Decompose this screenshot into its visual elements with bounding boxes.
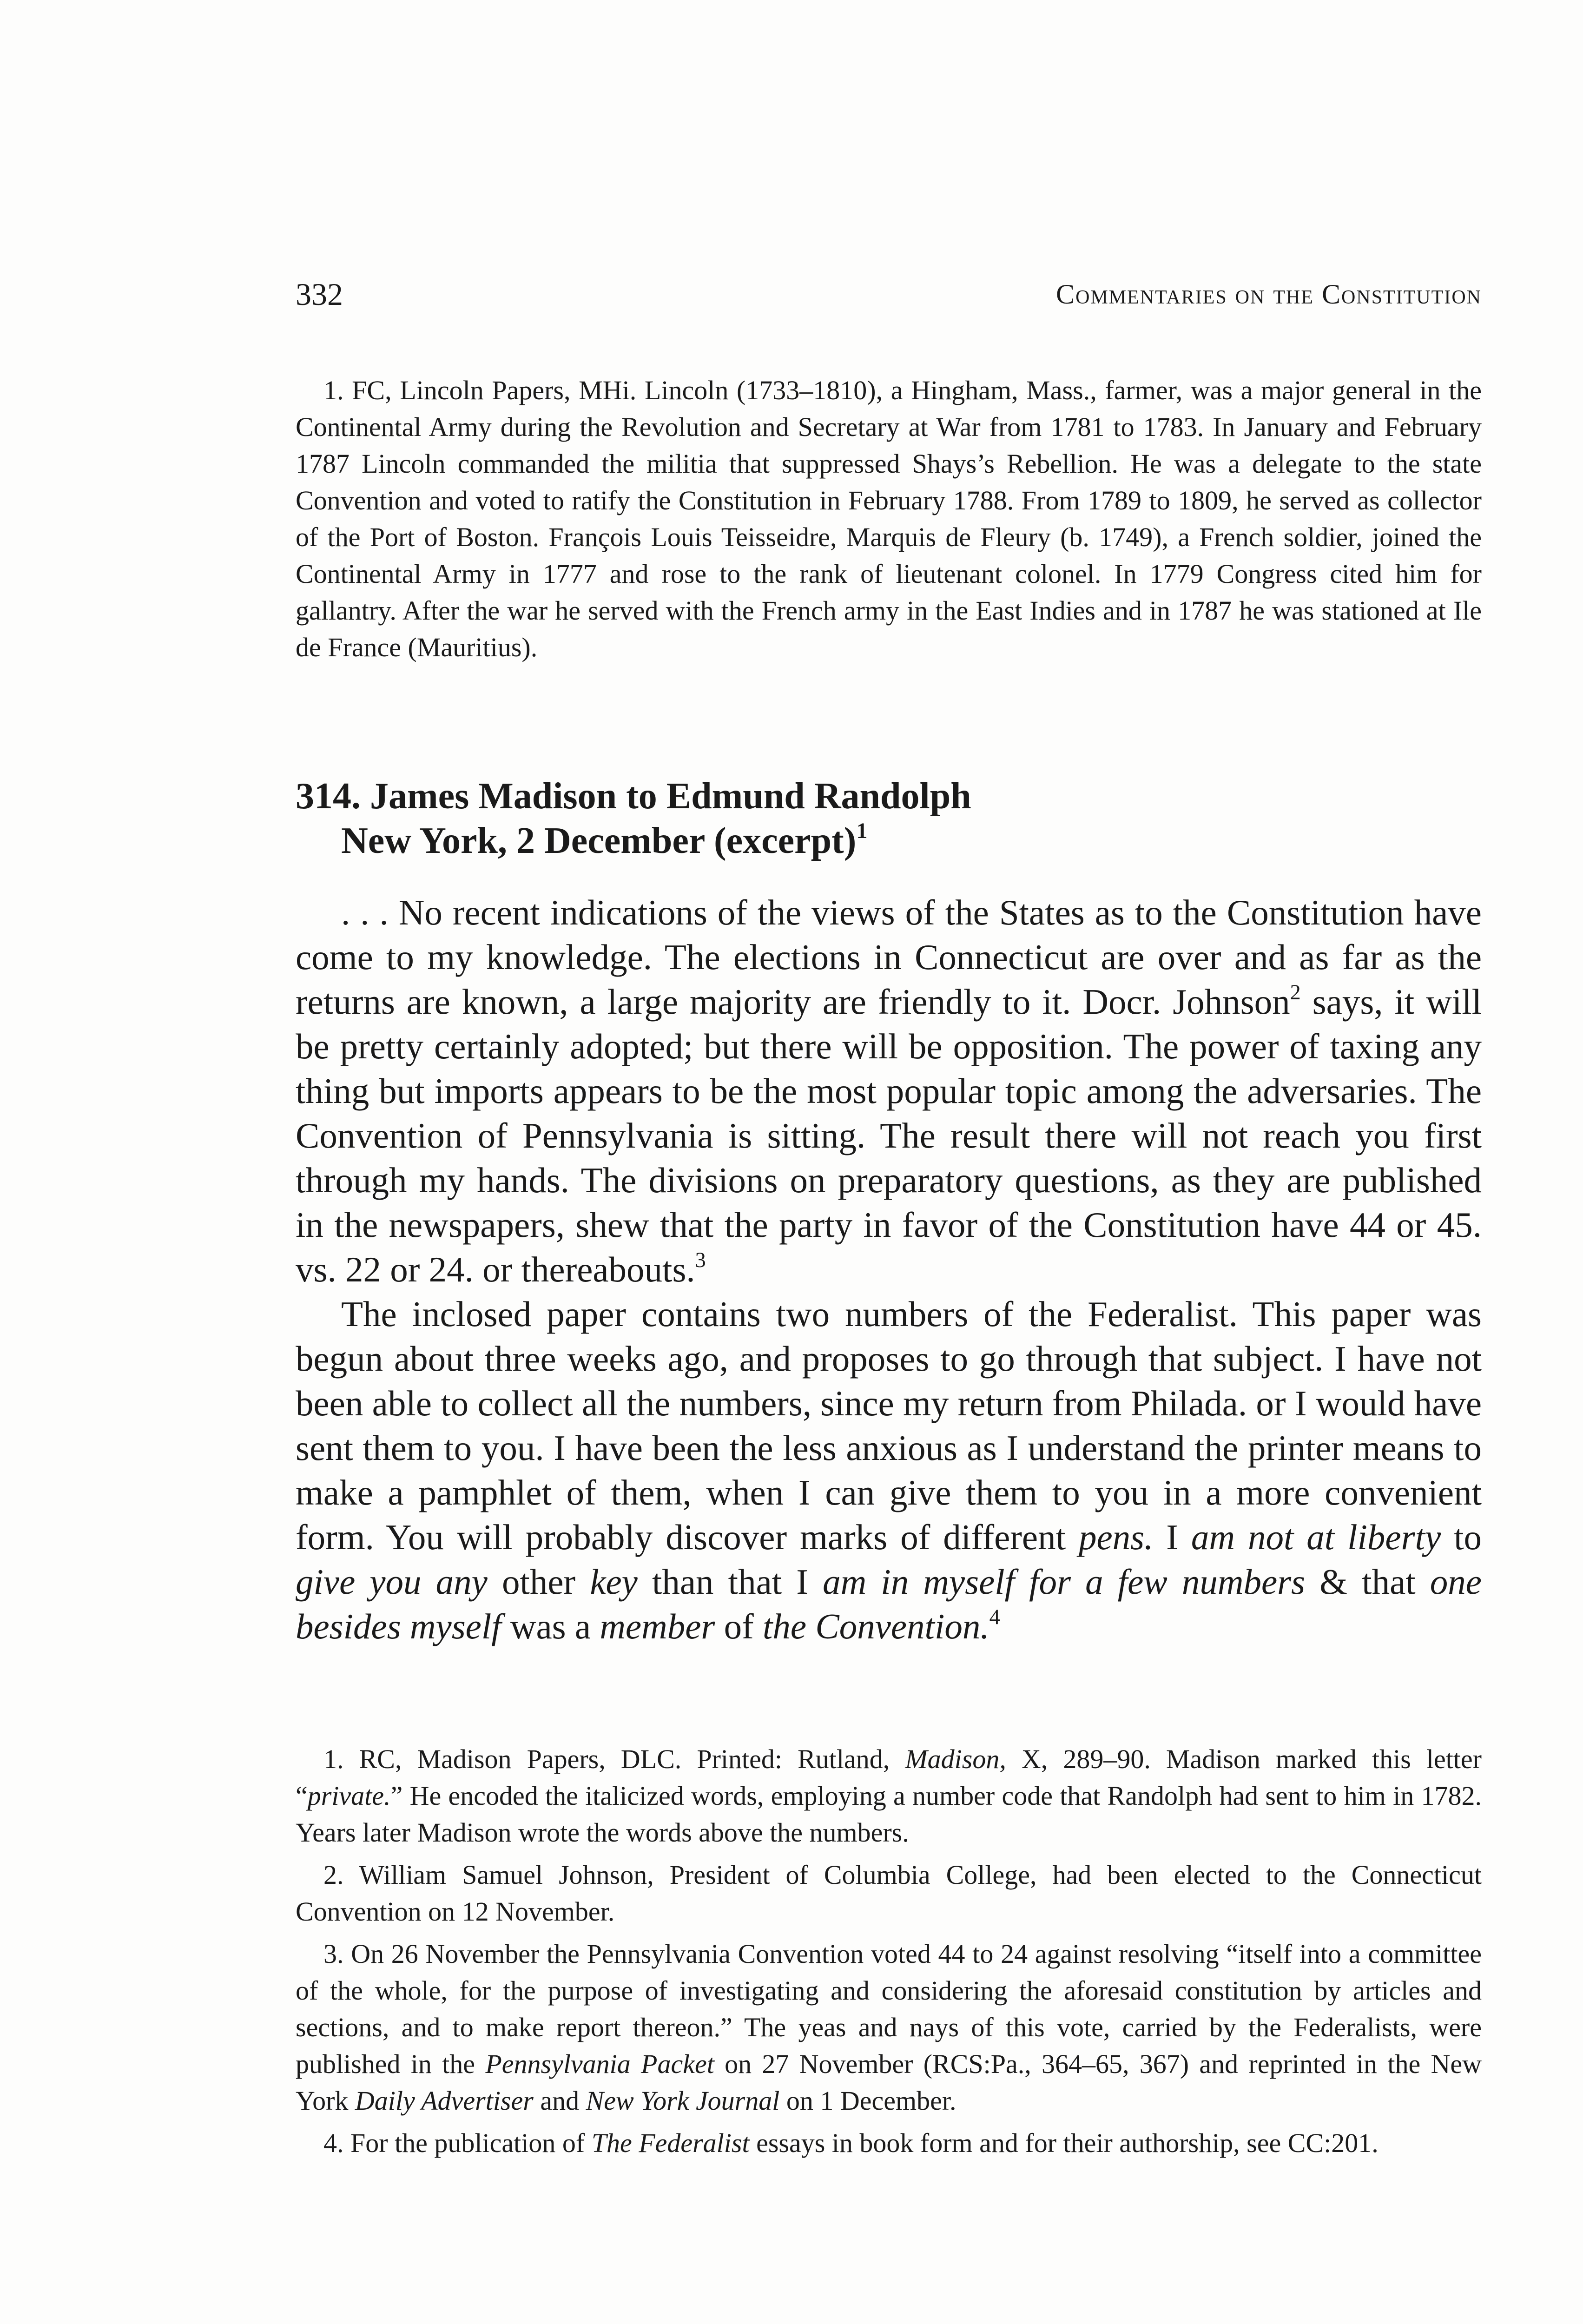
encoded-text: one besides myself <box>296 1562 1482 1646</box>
text-run: other <box>487 1562 590 1602</box>
body-paragraph-2 <box>296 1292 1482 1649</box>
text-run: on 1 December. <box>779 2086 956 2116</box>
text-run: to <box>1441 1517 1482 1557</box>
text-run: The inclosed paper contains two numbers of the Federalist. This paper was begun about three weeks ago, and proposes to go through that subject. I have not been able to collect all the numbers, since my return from Philada. or I would have sent them to you. I have been the less anxious as I understand the printer means to make a pamphlet of them, when I can give them to you in a more convenient form. You will probably discover marks of different <box>296 1294 1482 1557</box>
document-title: 314. James Madison to Edmund Randolph <box>296 776 971 817</box>
note-paragraph: 1. FC, Lincoln Papers, MHi. Lincoln (1733–1810), a Hingham, Mass., farmer, was a major general in the Continental Army during the Revolution and Secretary at War from 1781 to 1783. In January and February 1787 Lincoln commanded the militia that suppressed Shays’s Rebellion. He was a delegate to the state Convention and voted to ratify the Constitution in February 1788. From 1789 to 1809, he served as collector of the Port of Boston. François Louis Teisseidre, Marquis de Fleury (b. 1749), a French soldier, joined the Continental Army in 1777 and rose to the rank of lieutenant colonel. In 1779 Congress cited him for gallantry. After the war he served with the French army in the East Indies and in 1787 he was stationed at Ile de France (Mauritius). <box>296 375 1482 662</box>
text-run: 3. On 26 November the Pennsylvania Convention voted 44 to 24 against resolving “itself into a committee of the whole, for the purpose of investigating and considering the aforesaid constitution by articles and sections, and to make report thereon.” The yeas and nays of this vote, carried by the Federalists, were published in the <box>296 1939 1482 2079</box>
text-run: of <box>715 1606 763 1646</box>
dateline-text: New York, 2 December (excerpt) <box>341 820 857 861</box>
page-number: 332 <box>296 277 343 312</box>
text-run: says, it will be pretty certainly adopted; but there will be opposition. The power of taxing any thing but imports appears to be the most popular topic among the adversaries. The Convention of Pennsylvania is sitting. The result there will not reach you first through my hands. The divisions on preparatory questions, as they are published in the newspapers, shew that the party in favor of the Constitution have 44 or 45. vs. 22 or 24. or thereabouts. <box>296 982 1482 1289</box>
note-1 <box>296 1741 1482 1851</box>
document-heading <box>296 774 1482 863</box>
italic-title: The Federalist <box>591 2128 750 2158</box>
text-run: ” He encoded the italicized words, employing a number code that Randolph had sent to him in 1782. Years later Madison wrote the words above the numbers. <box>296 1781 1482 1848</box>
text-run: and <box>533 2086 586 2116</box>
note-4 <box>296 2125 1482 2161</box>
running-head <box>296 273 1482 315</box>
body-paragraph-1 <box>296 890 1482 1292</box>
text-run: essays in book form and for their authorship, see CC:201. <box>749 2128 1379 2158</box>
encoded-text: pens. <box>1078 1517 1154 1557</box>
footnote-ref: 2 <box>1290 980 1301 1004</box>
document-notes <box>296 1741 1482 2167</box>
footnote-ref: 4 <box>989 1604 1000 1629</box>
encoded-text: am in myself for a few numbers <box>823 1562 1306 1602</box>
italic-title: Madison, <box>905 1744 1006 1774</box>
letter-body <box>296 890 1482 1649</box>
italic-title: Daily Advertiser <box>355 2086 534 2116</box>
italic-word: private. <box>307 1781 391 1811</box>
text-run: than that I <box>637 1562 823 1602</box>
previous-document-notes <box>296 372 1482 671</box>
text-run: 1. RC, Madison Papers, DLC. Printed: Rutland, <box>323 1744 905 1774</box>
footnote-ref: 3 <box>695 1248 706 1272</box>
encoded-text: the Convention. <box>763 1606 989 1646</box>
encoded-text: key <box>590 1562 638 1602</box>
text-run: X, 289–90. Madison marked this letter “ <box>296 1744 1482 1811</box>
encoded-text: give you any <box>296 1562 488 1602</box>
running-title: Commentaries on the Constitution <box>1056 279 1482 310</box>
note-2: 2. William Samuel Johnson, President of Columbia College, had been elected to the Connecticut Convention on 12 November. <box>296 1860 1482 1927</box>
text-run: . . . No recent indications of the views of the States as to the Constitution have come to my knowledge. The elections in Connecticut are over and as far as the returns are known, a large majority are friendly to it. Docr. Johnson <box>296 892 1482 1022</box>
text-run: 4. For the publication of <box>323 2128 592 2158</box>
text-run: I <box>1153 1517 1191 1557</box>
italic-title: Pennsylvania Packet <box>485 2049 714 2079</box>
encoded-text: member <box>600 1606 715 1646</box>
note-3 <box>296 1935 1482 2119</box>
italic-title: New York Journal <box>586 2086 780 2116</box>
text-run: & that <box>1305 1562 1430 1602</box>
encoded-text: am not at liberty <box>1191 1517 1441 1557</box>
text-run: on 27 November (RCS:Pa., 364–65, 367) and reprinted in the New York <box>296 2049 1482 2116</box>
footnote-ref: 1 <box>856 818 868 843</box>
document-dateline <box>296 819 1482 863</box>
text-run: was a <box>501 1606 600 1646</box>
